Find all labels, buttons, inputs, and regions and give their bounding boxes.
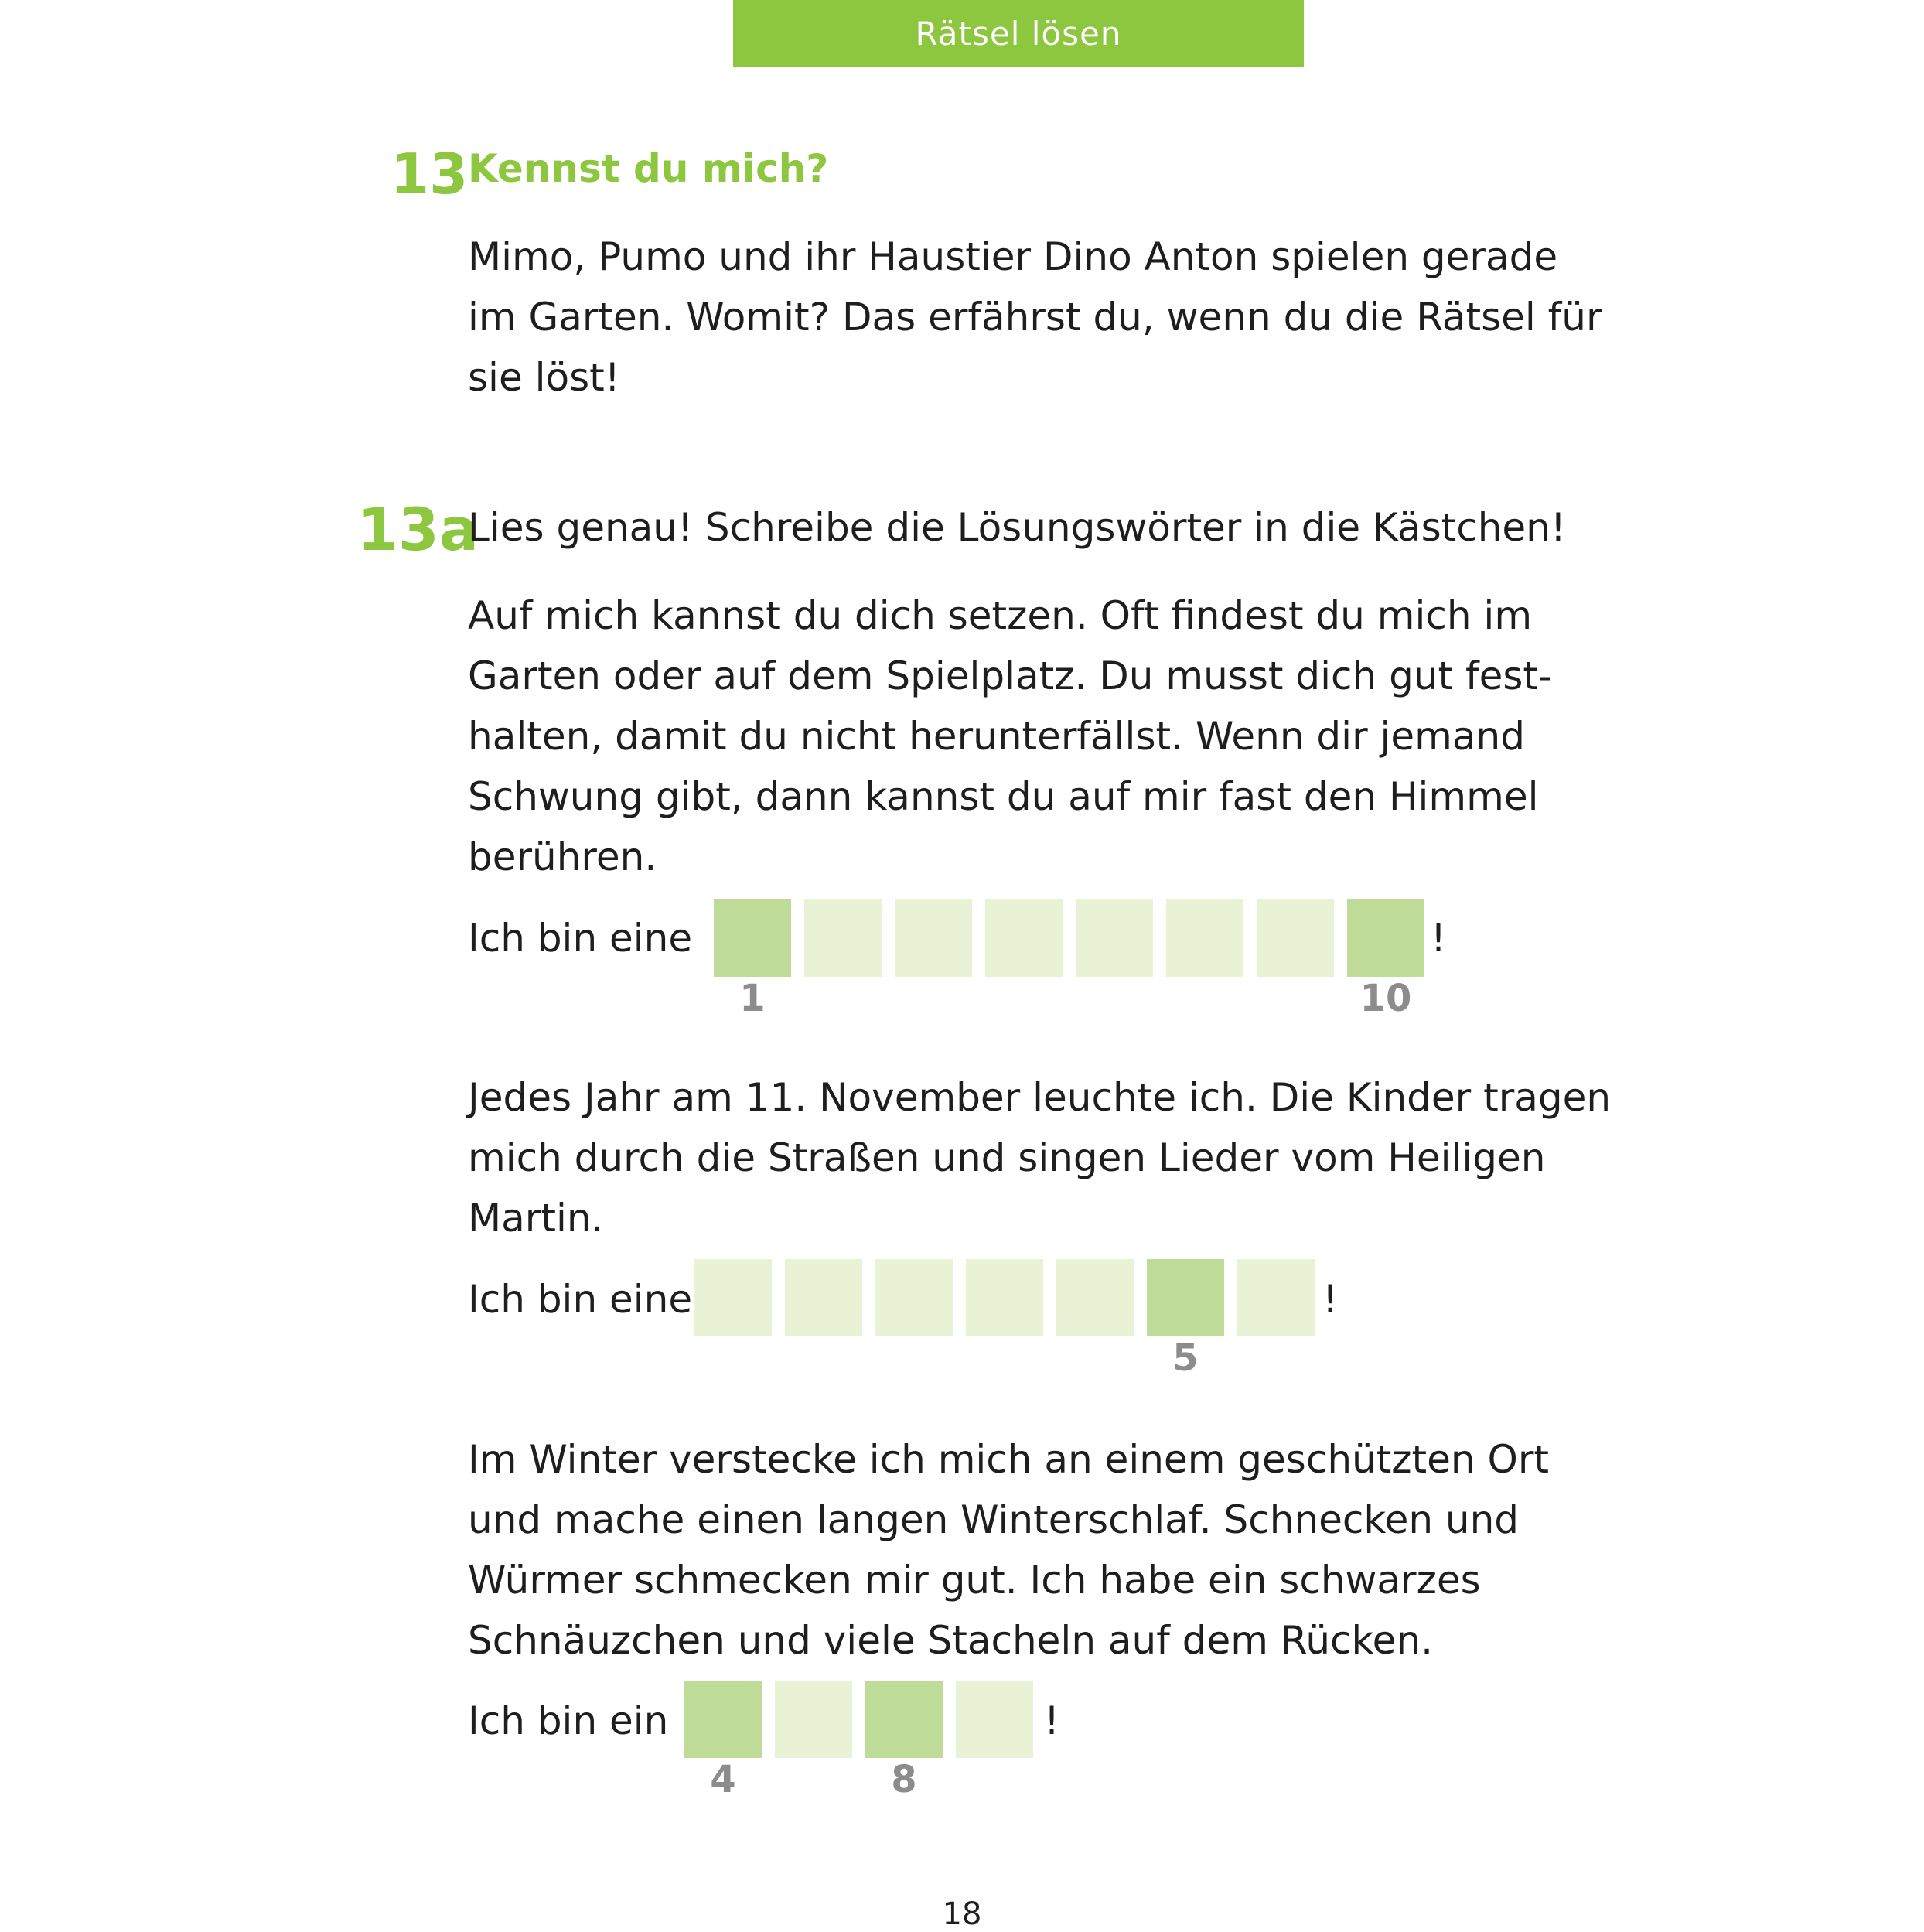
answer-suffix: ! bbox=[1322, 1277, 1339, 1322]
section-header-tab: Rätsel lösen bbox=[733, 0, 1304, 67]
letter-box[interactable] bbox=[1237, 1259, 1315, 1336]
task-intro: Mimo, Pumo und ihr Haustier Dino Anton spielen gerade im Garten. Womit? Das erfährst du, wenn du die Rätsel für sie löst! bbox=[468, 234, 1602, 400]
letter-box[interactable] bbox=[785, 1259, 862, 1336]
letter-box[interactable] bbox=[775, 1681, 852, 1758]
subtask-instruction: Lies genau! Schreibe die Lösungswörter in die Kästchen! bbox=[468, 505, 1566, 550]
letter-position-number: 8 bbox=[891, 1758, 917, 1801]
letter-box[interactable] bbox=[684, 1681, 762, 1758]
letter-box[interactable] bbox=[985, 899, 1063, 977]
answer-suffix: ! bbox=[1431, 916, 1447, 961]
answer-suffix: ! bbox=[1044, 1698, 1060, 1743]
subtask-number: 13a bbox=[357, 495, 479, 564]
letter-box[interactable] bbox=[956, 1681, 1033, 1758]
riddle-text: Jedes Jahr am 11. November leuchte ich. Die Kinder tragen mich durch die Straßen und singen Lieder vom Heiligen Martin. bbox=[468, 1075, 1612, 1241]
letter-position-number: 1 bbox=[739, 977, 766, 1020]
letter-box[interactable] bbox=[804, 899, 882, 977]
letter-box[interactable] bbox=[714, 899, 791, 977]
letter-box[interactable] bbox=[895, 899, 972, 977]
letter-position-number: 5 bbox=[1172, 1336, 1199, 1380]
task-number: 13 bbox=[391, 142, 469, 207]
letter-box[interactable] bbox=[1147, 1259, 1224, 1336]
letter-position-number: 10 bbox=[1359, 977, 1412, 1020]
answer-prefix: Ich bin eine bbox=[468, 916, 693, 961]
letter-box[interactable] bbox=[966, 1259, 1043, 1336]
riddle-text: Im Winter verstecke ich mich an einem geschützten Ort und mache einen langen Winterschlaf. Schnecken und Würmer schmecken mir gut. Ich habe ein schwarzes Schnäuzchen und viele Stacheln auf dem Rücken. bbox=[468, 1437, 1550, 1663]
page-number: 18 bbox=[942, 1896, 982, 1932]
task-title: Kennst du mich? bbox=[468, 146, 829, 191]
answer-prefix: Ich bin ein bbox=[468, 1698, 669, 1743]
letter-box[interactable] bbox=[865, 1681, 943, 1758]
letter-position-number: 4 bbox=[710, 1758, 736, 1801]
letter-box[interactable] bbox=[1257, 899, 1334, 977]
letter-box[interactable] bbox=[1056, 1259, 1134, 1336]
letter-box[interactable] bbox=[1076, 899, 1153, 977]
riddle-text: Auf mich kannst du dich setzen. Oft findest du mich im Garten oder auf dem Spielplatz. Du musst dich gut fest- halten, damit du nicht herunterfällst. Wenn dir jemand Schwung gibt, dann kannst du auf mir fast den Himmel berühren. bbox=[468, 593, 1553, 879]
letter-box[interactable] bbox=[1347, 899, 1424, 977]
letter-box[interactable] bbox=[1166, 899, 1243, 977]
letter-box[interactable] bbox=[694, 1259, 772, 1336]
letter-box[interactable] bbox=[875, 1259, 953, 1336]
answer-prefix: Ich bin eine bbox=[468, 1277, 693, 1322]
